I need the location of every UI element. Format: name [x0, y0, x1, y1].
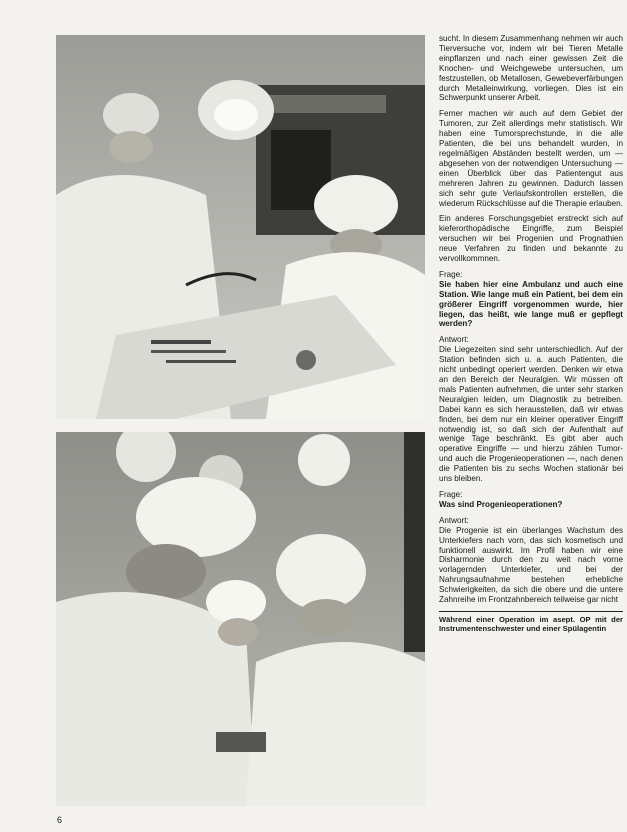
article-text-column	[439, 34, 623, 814]
paragraph: Ein anderes Forschungsgebiet erstreckt sich auf kieferorthopädische Eingriffe, zum Beispiel versuchen wir bei Progenien und Prognathien neue Verfahren zu finden und bekannte zu vervollkommnen.	[439, 214, 623, 264]
answer-text: Die Progenie ist ein überlanges Wachstum des Unterkiefers nach vorn, das sich kosmetisch und funktionell auswirkt. Im Profil haben wir eine Disharmonie durch den zu weit nach vorne vorlagernden Unterkiefer, und bei der Nahrungsaufnahme bestehen erhebliche Schwierigkeiten, da sich die obere und die untere Zahnreihe im Frontzahnbereich teilweise gar nicht	[439, 525, 623, 605]
page-number: 6	[57, 815, 63, 825]
question-text: Sie haben hier eine Ambulanz und auch eine Station. Wie lange muß ein Patient, bei dem ein größerer Eingriff vorgenommen wurde, hier liegen, das heißt, wie lange muß er gepflegt werden?	[439, 279, 623, 329]
paragraph: Ferner machen wir auch auf dem Gebiet der Tumoren, zur Zeit allerdings mehr statistisch. Wir haben eine Tumorsprechstunde, in die alle Patienten, die bei uns behandelt wurden, in regelmäßigen Abständen bestellt werden, um — abgesehen von der notwendigen Untersuchung — einen Überblick über das Patientengut aus mehreren Jahren zu gewinnen. Dadurch lassen sich sehr gute Verlaufskontrollen erstellen, die wiederum Rückschlüsse auf die Therapie erlauben.	[439, 109, 623, 208]
question-label: Frage:	[439, 269, 463, 279]
paragraph: sucht. In diesem Zusammenhang nehmen wir auch Tierversuche vor, indem wir bei Tieren Metalle einpflanzen und nach einer gewissen Zeit die Knochen- und Weichgewebe untersuchen, um festzustellen, ob Metallosen, Gewebeverfärbungen durch Metalleinwirkung, vorliegen. Dies ist ein Schwerpunkt unserer Arbeit.	[439, 34, 623, 103]
surgery-photo-top	[56, 35, 425, 419]
surgery-photo-bottom-image	[56, 432, 425, 806]
surgery-photo-bottom	[56, 432, 425, 806]
answer-text: Die Liegezeiten sind sehr unterschiedlich. Auf der Station befinden sich u. a. auch Patienten, die nicht unbedingt operiert werden. Denken wir etwa an den Bereich der Neuralgien. Wir müssen oft mals Patienten aufnehmen, die unter sehr starken Neuralgien leiden, um Diagnostik zu betreiben. Dabei kann es sich herausstellen, daß wir etwas finden, bei dem nur ein kleiner operativer Eingriff notwendig ist, so daß sich der Aufenthalt auf wenige Tage beschränkt. Es gibt aber auch operative Eingriffe — und hierzu zählen Tumor- und auch die Progenieoperationen —, nach denen die Patienten bis zu sechs Wochen stationär bei uns bleiben.	[439, 345, 623, 484]
caption-divider	[439, 611, 623, 612]
answer-label: Antwort:	[439, 335, 469, 345]
surgery-photo-top-image	[56, 35, 425, 419]
answer-label: Antwort:	[439, 515, 469, 525]
photo-caption: Während einer Operation im asept. OP mit der Instrumentenschwester und einer Spülagentin	[439, 614, 623, 634]
question-text: Was sind Progenieoperationen?	[439, 499, 563, 509]
question-label: Frage:	[439, 489, 463, 499]
